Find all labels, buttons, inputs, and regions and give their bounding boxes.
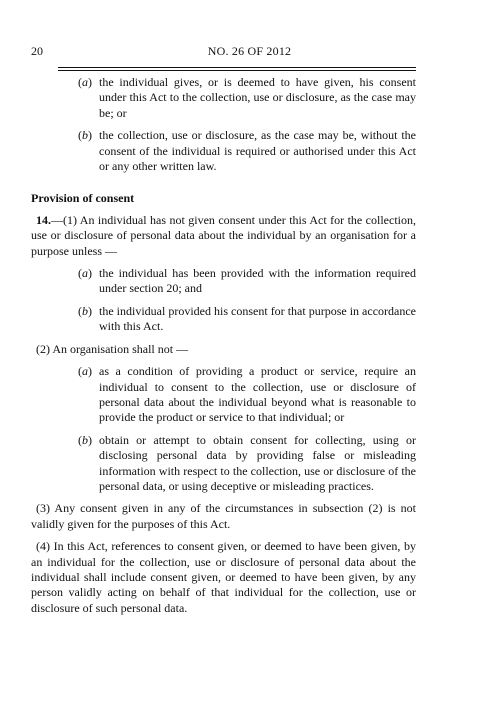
- list-item: [31, 128, 416, 174]
- item-label: (a): [78, 364, 92, 379]
- section-number: 14.: [36, 212, 51, 227]
- item-text: the individual has been provided with the information required under section 20; and: [99, 266, 416, 296]
- list-item: [31, 266, 416, 297]
- subsection-text: —(1) An individual has not given consent under this Act for the collection, use or disclosure of personal data about the individual by an organisation for a purpose unless —: [31, 212, 416, 258]
- item-text: the collection, use or disclosure, as the case may be, without the consent of the individual is required or authorised under this Act or any other written law.: [99, 128, 416, 174]
- item-text: as a condition of providing a product or service, require an individual to consent to the collection, use or disclosure of personal data about the individual beyond what is reasonable to provide the product or service to that individual; or: [99, 364, 416, 425]
- list-item: [31, 75, 416, 121]
- item-text: the individual provided his consent for that purpose in accordance with this Act.: [99, 303, 416, 334]
- page-number: 20: [31, 44, 43, 58]
- list-item: [31, 364, 416, 426]
- list-item: [31, 304, 416, 335]
- list-item: [31, 433, 416, 495]
- item-text: obtain or attempt to obtain consent for collecting, using or disclosing personal data by providing false or misleading information with respect to the collection, use or disclosure of the personal data, or using deceptive or misleading practices.: [99, 432, 416, 493]
- subsection-2-intro: (2) An organisation shall not —: [36, 341, 189, 356]
- item-text: the individual gives, or is deemed to have given, his consent under this Act to the collection, use or disclosure, as the case may be; or: [99, 75, 416, 120]
- item-label: (b): [78, 128, 92, 143]
- subsection-4: (4) In this Act, references to consent given, or deemed to have been given, by an individual for the collection, use or disclosure of personal data about the individual shall include consent given, or deemed to have been given, by any person validly acting on behalf of that individual for the collection, use or disclosure of such personal data.: [31, 539, 416, 615]
- body-text: [31, 75, 416, 623]
- running-head: NO. 26 OF 2012: [207, 44, 292, 58]
- header-rule-top: [58, 67, 416, 68]
- item-label: (b): [78, 303, 92, 318]
- subsection-3: (3) Any consent given in any of the circumstances in subsection (2) is not validly given for the purposes of this Act.: [31, 501, 416, 531]
- item-label: (a): [78, 266, 92, 281]
- subsection-1-intro: [31, 213, 416, 259]
- section-heading: Provision of consent: [31, 191, 135, 206]
- item-label: (b): [78, 432, 92, 447]
- item-label: (a): [78, 75, 92, 89]
- header-rule-bottom: [58, 70, 416, 71]
